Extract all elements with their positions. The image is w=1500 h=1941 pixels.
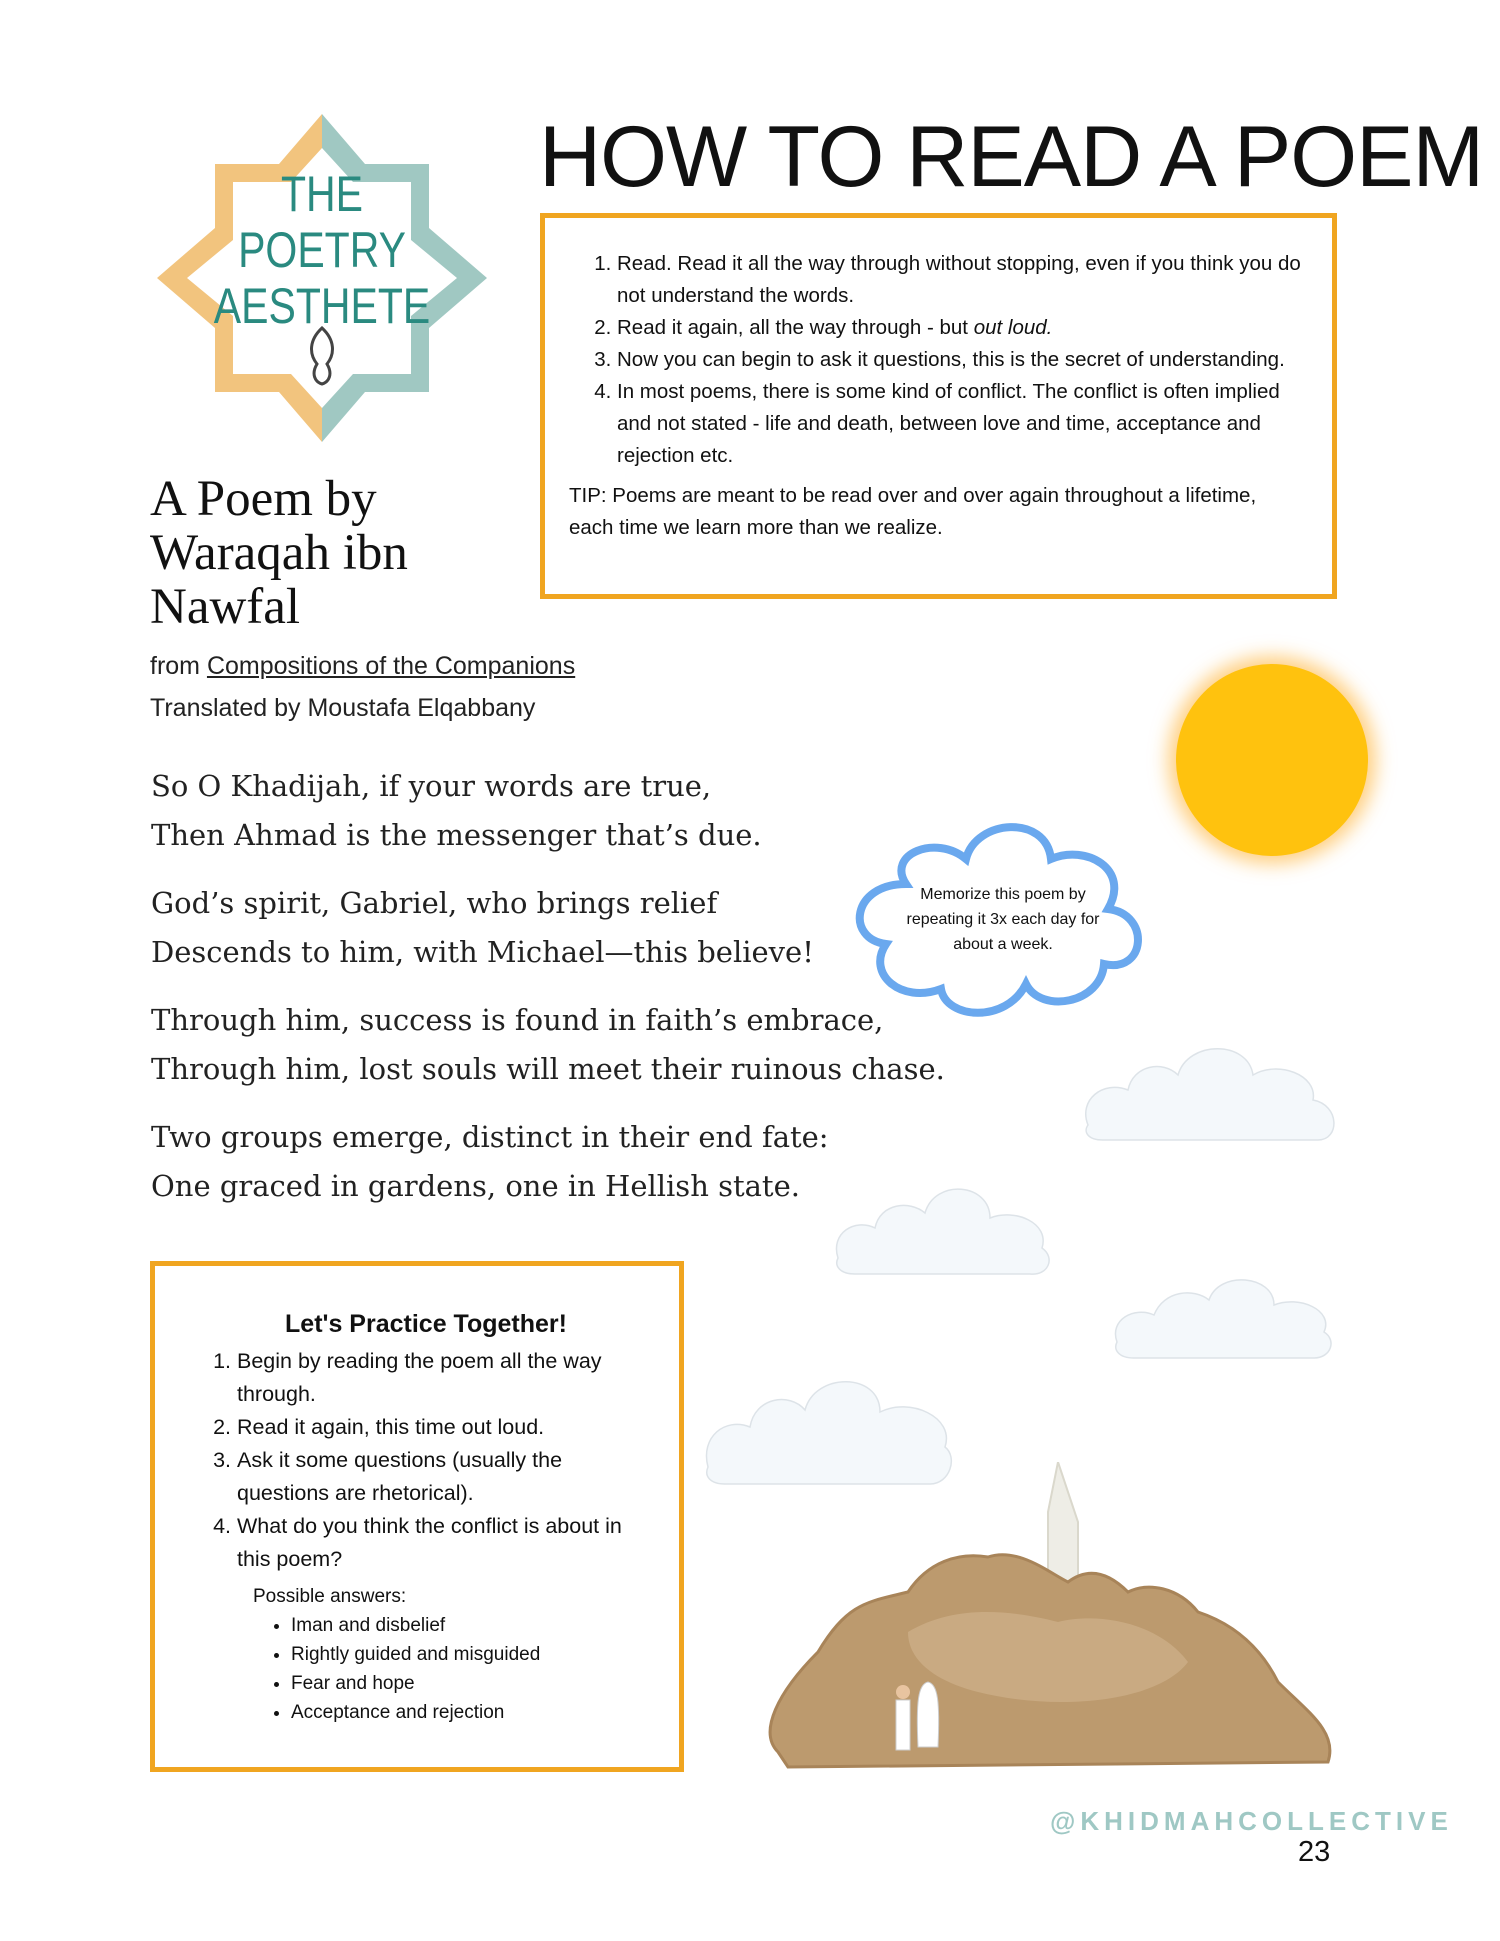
poetry-aesthete-logo bbox=[157, 114, 487, 442]
logo-line-3: AESTHETE bbox=[213, 278, 431, 334]
answer-item: • Iman and disbelief bbox=[291, 1611, 639, 1640]
memorize-tip: Memorize this poem by repeating it 3x each day for about a week. bbox=[906, 886, 1100, 953]
practice-step: 1. Begin by reading the poem all the way through. bbox=[237, 1345, 639, 1411]
poem-line: Descends to him, with Michael—this believe! bbox=[151, 935, 814, 969]
sun-illustration bbox=[1176, 664, 1368, 856]
how-to-steps bbox=[569, 248, 1302, 472]
how-to-step: 4. In most poems, there is some kind of conflict. The conflict is often implied and not stated - life and death, between love and time, acceptance and rejection etc. bbox=[617, 376, 1302, 472]
how-to-step: 1. Read. Read it all the way through without stopping, even if you think you do not understand the words. bbox=[617, 248, 1302, 312]
poem-line: One graced in gardens, one in Hellish state. bbox=[151, 1169, 800, 1203]
poem-line: Then Ahmad is the messenger that’s due. bbox=[151, 818, 762, 852]
stanza bbox=[151, 879, 945, 977]
author-line: Nawfal bbox=[150, 579, 301, 635]
source-prefix: from bbox=[150, 652, 207, 680]
logo-line-1: THE bbox=[281, 166, 363, 222]
poem-source bbox=[150, 645, 575, 729]
poem-line: God’s spirit, Gabriel, who brings relief bbox=[151, 886, 718, 920]
answer-item: • Rightly guided and misguided bbox=[291, 1640, 639, 1669]
answer-item: • Fear and hope bbox=[291, 1669, 639, 1698]
stanza bbox=[151, 762, 945, 860]
page-number: 23 bbox=[1298, 1836, 1331, 1868]
practice-step: 2. Read it again, this time out loud. bbox=[237, 1411, 639, 1444]
tip-text: TIP: Poems are meant to be read over and over again throughout a lifetime, each time we learn more than we realize. bbox=[569, 484, 1257, 539]
poem-author-heading bbox=[150, 472, 408, 634]
answer-item: • Acceptance and rejection bbox=[291, 1698, 639, 1727]
poem-line: Two groups emerge, distinct in their end fate: bbox=[151, 1120, 829, 1154]
cloud-icon bbox=[830, 1178, 1056, 1280]
cloud-icon bbox=[1109, 1270, 1337, 1362]
answers-label: Possible answers: bbox=[253, 1586, 407, 1607]
possible-answers bbox=[253, 1582, 639, 1727]
practice-step: 3. Ask it some questions (usually the questions are rhetorical). bbox=[237, 1444, 639, 1510]
practice-box bbox=[150, 1261, 684, 1772]
author-line: Waraqah ibn bbox=[150, 525, 408, 581]
cloud-icon bbox=[1078, 1040, 1338, 1148]
source-book-link[interactable]: Compositions of the Companions bbox=[206, 652, 576, 680]
stanza bbox=[151, 1113, 945, 1211]
author-line: A Poem by bbox=[150, 471, 377, 527]
poem-line: So O Khadijah, if your words are true, bbox=[151, 769, 712, 803]
poem-text bbox=[151, 762, 945, 1230]
poem-line: Through him, lost souls will meet their ruinous chase. bbox=[151, 1052, 945, 1086]
how-to-read-box bbox=[540, 213, 1337, 599]
practice-heading: Let's Practice Together! bbox=[285, 1310, 567, 1338]
practice-steps bbox=[213, 1345, 639, 1576]
how-to-step: 3. Now you can begin to ask it questions, this is the secret of understanding. bbox=[617, 344, 1302, 376]
page-title: HOW TO READ A POEM bbox=[539, 109, 1484, 205]
translator: Translated by Moustafa Elqabbany bbox=[150, 694, 536, 722]
step-text: Read it again, all the way through - but bbox=[617, 316, 974, 339]
how-to-step bbox=[617, 312, 1302, 344]
mountain-illustration bbox=[758, 1462, 1338, 1774]
stanza bbox=[151, 996, 945, 1094]
social-handle: @KHIDMAHCOLLECTIVE bbox=[1050, 1806, 1453, 1836]
step-emphasis: out loud. bbox=[973, 316, 1053, 339]
logo-line-2: POETRY bbox=[238, 222, 406, 278]
poem-line: Through him, success is found in faith’s embrace, bbox=[151, 1003, 884, 1037]
practice-step: 4. What do you think the conflict is about in this poem? bbox=[237, 1510, 639, 1576]
